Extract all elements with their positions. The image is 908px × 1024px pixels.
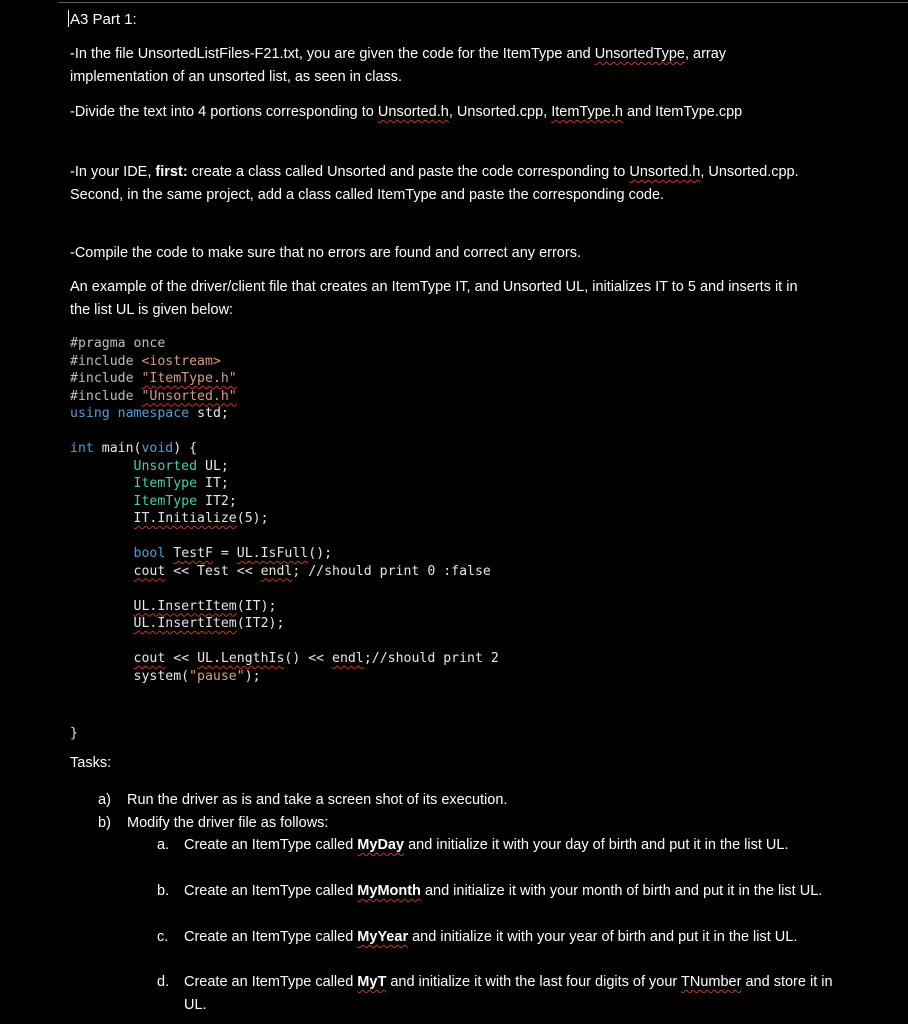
- code-it2-decl: IT2;: [197, 493, 237, 509]
- code-void: void: [141, 441, 174, 456]
- subtask-d-name: MyT: [357, 974, 387, 990]
- subtask-d: [157, 971, 837, 1017]
- task-b-label: b): [98, 815, 111, 831]
- code-testf-rest: =: [212, 546, 237, 561]
- subtask-b-body: [184, 880, 837, 903]
- top-divider: [58, 2, 908, 3]
- subtask-d-label: d.: [157, 974, 170, 990]
- subtask-c-pre: Create an ItemType called: [184, 929, 358, 945]
- code-include-unsorted: "Unsorted.h": [141, 388, 237, 404]
- code-include-3: #include: [70, 388, 142, 404]
- code-cout2-end: ;//should print 2: [363, 651, 499, 666]
- code-int: int: [70, 441, 94, 456]
- subtask-d-pre: Create an ItemType called: [184, 974, 358, 990]
- code-include-2: #include: [70, 371, 142, 386]
- paragraph-4: -Compile the code to make sure that no errors are found and correct any errors.: [70, 245, 581, 261]
- code-namespace: namespace: [117, 406, 190, 421]
- code-cout-2: cout: [133, 651, 166, 666]
- p2-squiggle-1: Unsorted.h: [377, 104, 449, 120]
- code-testf: TestF: [173, 546, 213, 561]
- subtask-a-label: a.: [157, 837, 170, 853]
- code-main: main(: [93, 441, 142, 456]
- p3-bold: first:: [155, 164, 188, 180]
- p3-squiggle: Unsorted.h: [629, 164, 701, 180]
- code-endl-1: endl: [260, 563, 293, 579]
- p2-text-a: -Divide the text into 4 portions corresponding to: [70, 104, 378, 120]
- code-system: system(: [133, 668, 190, 684]
- subtask-b-name: MyMonth: [357, 883, 421, 899]
- subtask-d-post: and initialize it with the last four digits of your: [386, 974, 682, 990]
- p1-text-b: , array implementation of an unsorted list, as seen in class.: [70, 46, 727, 85]
- code-cout2-mid: <<: [165, 651, 198, 666]
- paragraph-3: [70, 161, 820, 207]
- subtask-a-post: and initialize it with your day of birth and put it in the list UL.: [404, 837, 789, 853]
- code-isfull-end: ();: [308, 546, 333, 561]
- code-cout1-end: ; //should print 0 :false: [292, 563, 491, 579]
- page-heading: [68, 10, 137, 28]
- heading-text: A3 Part 1:: [70, 11, 137, 28]
- subtask-c: [157, 926, 837, 949]
- code-it-decl: IT;: [197, 476, 229, 491]
- code-endl-2: endl: [332, 651, 364, 666]
- code-isfull: UL.IsFull: [236, 546, 309, 561]
- p1-text-a: -In the file UnsortedListFiles-F21.txt, you are given the code for the ItemType and: [70, 46, 595, 62]
- code-ul-decl: UL;: [197, 458, 229, 474]
- code-insert2-args: (IT2);: [236, 616, 285, 631]
- code-cout-1: cout: [133, 563, 166, 579]
- subtask-d-name2: TNumber: [681, 974, 742, 990]
- code-closing-brace: }: [70, 726, 78, 741]
- code-cout1-mid: << Test <<: [165, 563, 261, 579]
- tasks-label: Tasks:: [70, 755, 112, 771]
- subtask-a-body: [184, 834, 837, 857]
- p2-squiggle-2: ItemType.h: [551, 104, 623, 120]
- code-using: using: [70, 406, 110, 421]
- subtask-b-label: b.: [157, 883, 170, 899]
- code-include-1: #include: [70, 353, 142, 369]
- code-system-end: );: [244, 668, 261, 684]
- subtask-c-body: [184, 926, 837, 949]
- subtask-c-post: and initialize it with your year of birth and put it in the list UL.: [408, 929, 798, 945]
- paragraph-1: [70, 43, 820, 89]
- p3-text-c: , Unsorted.cpp. Second, in the same project, add a class called ItemType and paste the corresponding code.: [70, 164, 799, 203]
- paragraph-2: [70, 101, 820, 124]
- code-include-iostream: <iostream>: [141, 353, 221, 369]
- task-a-label: a): [98, 792, 111, 808]
- code-pragma: #pragma once: [70, 336, 166, 351]
- code-main-end: ) {: [173, 441, 198, 456]
- code-itemtype-1: ItemType: [133, 476, 198, 491]
- subtask-a: [157, 834, 837, 857]
- subtask-b: [157, 880, 837, 903]
- code-lengthis: UL.LengthIs: [197, 651, 285, 666]
- code-include-itemtype: "ItemType.h": [141, 371, 237, 386]
- code-bool: bool: [133, 546, 166, 561]
- subtask-c-name: MyYear: [357, 929, 409, 945]
- p1-squiggle-word: UnsortedType: [594, 46, 685, 62]
- task-b-text: Modify the driver file as follows:: [127, 815, 329, 831]
- code-itemtype-2: ItemType: [133, 493, 198, 509]
- subtask-d-body: [184, 971, 837, 1017]
- code-insert-1: UL.InsertItem: [133, 598, 237, 614]
- subtask-a-name: MyDay: [357, 837, 405, 853]
- p2-text-c: and ItemType.cpp: [622, 104, 743, 120]
- code-insert-2: UL.InsertItem: [133, 616, 237, 631]
- subtask-b-pre: Create an ItemType called: [184, 883, 358, 899]
- paragraph-5: An example of the driver/client file that creates an ItemType IT, and Unsorted UL, initializes IT to 5 and inserts it in the list UL is given below:: [70, 279, 798, 318]
- code-pause: "pause": [189, 668, 245, 684]
- p3-text-a: -In your IDE,: [70, 164, 156, 180]
- subtask-b-post: and initialize it with your month of birth and put it in the list UL.: [420, 883, 823, 899]
- p2-text-b: , Unsorted.cpp,: [448, 104, 552, 120]
- code-cout2-mid2: () <<: [284, 651, 333, 666]
- subtask-a-pre: Create an ItemType called: [184, 837, 358, 853]
- code-init-args: (5);: [236, 511, 269, 526]
- code-initialize: IT.Initialize: [133, 511, 237, 526]
- text-cursor: [68, 10, 69, 27]
- code-std: std;: [189, 406, 229, 421]
- task-a-text: Run the driver as is and take a screen shot of its execution.: [127, 792, 508, 808]
- code-insert1-args: (IT);: [236, 598, 277, 614]
- subtask-c-label: c.: [157, 929, 169, 945]
- p3-text-b: create a class called Unsorted and paste the code corresponding to: [187, 164, 630, 180]
- code-unsorted-type: Unsorted: [133, 458, 198, 474]
- subtask-d-post2: and store it in UL.: [184, 974, 833, 1013]
- code-block: [70, 335, 499, 685]
